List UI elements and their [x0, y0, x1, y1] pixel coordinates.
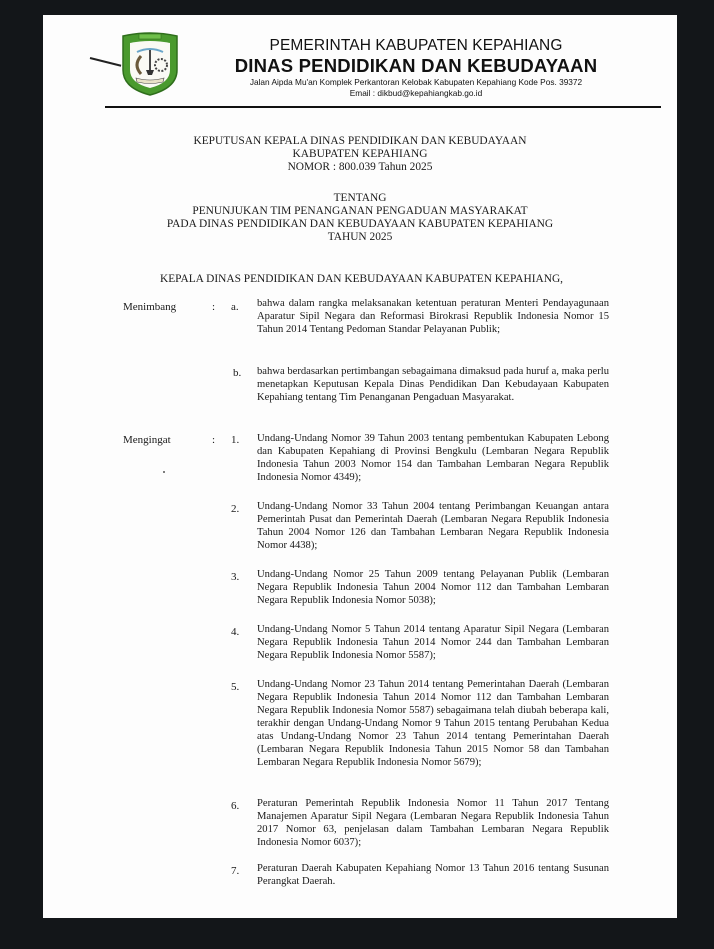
- letterhead-address: Jalan Aipda Mu'an Komplek Perkantoran Kelobak Kabupaten Kepahiang Kode Pos. 39372: [249, 77, 583, 87]
- list-marker: b.: [233, 367, 242, 379]
- letterhead-agency: DINAS PENDIDIKAN DAN KEBUDAYAAN: [234, 55, 598, 76]
- list-marker: 7.: [231, 865, 240, 877]
- considering-item: bahwa dalam rangka melaksanakan ketentuan peraturan Menteri Pendayagunaan Aparatur Sipil Negara dan Reformasi Birokrasi Republik Indonesia Nomor 15 Tahun 2014 Tentang Pedoman Standar Pelayanan Publik;: [257, 298, 609, 335]
- subject-line: PADA DINAS PENDIDIKAN DAN KEBUDAYAAN KABUPATEN KEPAHIANG: [166, 218, 554, 230]
- subject-line: TAHUN 2025: [327, 231, 393, 243]
- decree-number: NOMOR : 800.039 Tahun 2025: [287, 161, 433, 173]
- legal-basis-item: Peraturan Daerah Kabupaten Kepahiang Nomor 13 Tahun 2016 tentang Susunan Perangkat Daerah.: [257, 863, 609, 887]
- kepahiang-emblem-logo: [119, 30, 181, 96]
- pen-stroke-mark: [90, 57, 122, 67]
- mengingat-label: Mengingat: [123, 434, 171, 446]
- decree-subject: [43, 192, 677, 244]
- list-marker: 1.: [231, 434, 240, 446]
- legal-basis-item: Undang-Undang Nomor 33 Tahun 2004 tentang Perimbangan Keuangan antara Pemerintah Pusat dan Pemerintah Daerah (Lembaran Negara Republik Indonesia Tahun 2004 Nomor 126 dan Tambahan Lembaran Negara Republik Indonesia Nomor 4438);: [257, 501, 609, 551]
- letterhead: [193, 37, 639, 99]
- letterhead-government: PEMERINTAH KABUPATEN KEPAHIANG: [269, 37, 563, 54]
- legal-basis-item: Undang-Undang Nomor 25 Tahun 2009 tentang Pelayanan Publik (Lembaran Negara Republik Indonesia Tahun 2004 Nomor 112 dan Tambahan Lembaran Negara Republik Indonesia Nomor 5038);: [257, 569, 609, 606]
- decree-title-line: KEPUTUSAN KEPALA DINAS PENDIDIKAN DAN KEBUDAYAAN: [193, 135, 527, 147]
- list-marker: 5.: [231, 681, 240, 693]
- legal-basis-item: Undang-Undang Nomor 23 Tahun 2014 tentang Pemerintahan Daerah (Lembaran Negara Republik Indonesia Tahun 2014 Nomor 112 dan Tambahan Lembaran Negara Republik Indonesia Nomor 5587) sebagaimana telah diubah beberapa kali, terakhir dengan Undang-Undang Nomor 9 Tahun 2015 tentang Perubahan Kedua atas Undang-Undang Nomor 23 Tahun 2014 tentang Pemerintahan Daerah (Lembaran Negara Republik Indonesia Tahun 2015 Nomor 58 dan Tambahan Lembaran Negara Republik Indonesia Nomor 5679);: [257, 679, 609, 768]
- legal-basis-item: Undang-Undang Nomor 39 Tahun 2003 tentang pembentukan Kabupaten Lebong dan Kabupaten Kepahiang di Provinsi Bengkulu (Lembaran Negara Republik Indonesia Tahun 2003 Nomor 154 dan Tambahan Lembaran Negara Republik Indonesia Nomor 4349);: [257, 433, 609, 483]
- issuer-line: KEPALA DINAS PENDIDIKAN DAN KEBUDAYAAN KABUPATEN KEPAHIANG,: [160, 273, 564, 285]
- letterhead-divider: [105, 106, 661, 108]
- decree-title-line: KABUPATEN KEPAHIANG: [292, 148, 428, 160]
- subject-line: TENTANG: [333, 192, 387, 204]
- legal-basis-item: Undang-Undang Nomor 5 Tahun 2014 tentang Aparatur Sipil Negara (Lembaran Negara Republik Indonesia Tahun 2014 Nomor 244 dan Tambahan Lembaran Negara Republik Indonesia Nomor 5587);: [257, 624, 609, 661]
- list-marker: 2.: [231, 503, 240, 515]
- menimbang-label: Menimbang: [123, 301, 177, 313]
- decree-title: [43, 135, 677, 174]
- list-marker: 4.: [231, 626, 240, 638]
- mengingat-colon: :: [212, 434, 216, 446]
- stray-dot-mark: [163, 471, 165, 473]
- list-marker: 6.: [231, 800, 240, 812]
- list-marker: 3.: [231, 571, 240, 583]
- list-marker: a.: [231, 301, 239, 313]
- subject-line: PENUNJUKAN TIM PENANGANAN PENGADUAN MASYARAKAT: [192, 205, 528, 217]
- considering-item: bahwa berdasarkan pertimbangan sebagaimana dimaksud pada huruf a, maka perlu menetapkan Keputusan Kepala Dinas Pendidikan Dan Kebudayaan Kabupaten Kepahiang tentang Tim Penanganan Pengaduan Masyarakat.: [257, 366, 609, 403]
- document-page: [43, 15, 677, 918]
- letterhead-email: Email : dikbud@kepahiangkab.go.id: [349, 88, 483, 98]
- menimbang-colon: :: [212, 301, 216, 313]
- legal-basis-item: Peraturan Pemerintah Republik Indonesia Nomor 11 Tahun 2017 Tentang Manajemen Aparatur Sipil Negara (Lembaran Negara Republik Indonesia Tahun 2017 Nomor 63, penjelasan dalam Tambahan Lembaran Negara Republik Indonesia Nomor 6037);: [257, 798, 609, 848]
